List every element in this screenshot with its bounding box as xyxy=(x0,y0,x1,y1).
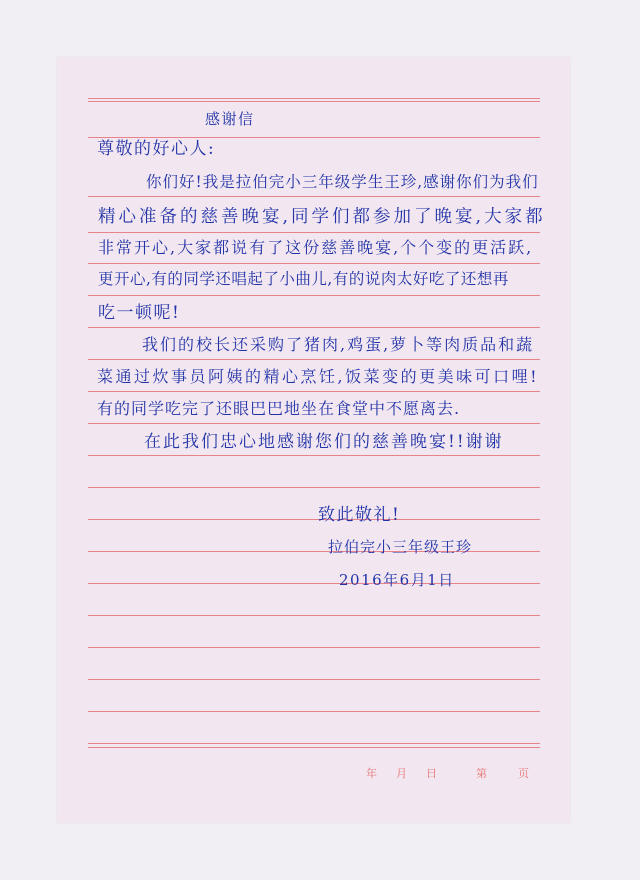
rule-line xyxy=(88,196,540,197)
rule-line xyxy=(88,327,540,328)
rule-line xyxy=(88,295,540,296)
footer-page-suffix: 页 xyxy=(518,767,530,780)
rule-line xyxy=(88,455,540,456)
letter-body-line: 菜通过炊事员阿姨的精心烹饪,饭菜变的更美味可口哩! xyxy=(97,367,540,386)
footer-day: 日 xyxy=(426,767,438,780)
rule-line xyxy=(88,519,540,520)
rule-line xyxy=(88,263,540,264)
letter-body-line: 有的同学吃完了还眼巴巴地坐在食堂中不愿离去. xyxy=(97,399,461,418)
footer-year: 年 xyxy=(366,767,378,780)
rule-line xyxy=(88,615,540,616)
rule-line xyxy=(88,487,540,488)
rule-line xyxy=(88,137,540,138)
rule-line xyxy=(88,743,540,744)
rule-line xyxy=(88,583,540,584)
rule-line xyxy=(88,711,540,712)
letter-body-line: 我们的校长还采购了猪肉,鸡蛋,萝卜等肉质品和蔬 xyxy=(142,335,535,354)
rule-line xyxy=(88,232,540,233)
letter-body-line: 更开心,有的同学还唱起了小曲儿,有的说肉太好吃了还想再 xyxy=(98,270,509,288)
rule-line xyxy=(88,98,540,99)
footer-month: 月 xyxy=(396,767,408,780)
rule-line xyxy=(88,423,540,424)
letter-title: 感谢信 xyxy=(205,110,255,128)
rule-line xyxy=(88,747,540,748)
rule-line xyxy=(88,679,540,680)
letter-salutation: 尊敬的好心人: xyxy=(97,139,216,159)
letter-signature: 拉伯完小三年级王珍 xyxy=(328,538,473,556)
footer-page-prefix: 第 xyxy=(476,767,488,780)
rule-line xyxy=(88,391,540,392)
rule-line xyxy=(88,359,540,360)
letter-body-line: 吃一顿呢! xyxy=(98,303,181,323)
letter-body-line: 非常开心,大家都说有了这份慈善晚宴,个个变的更活跃, xyxy=(98,238,534,257)
letter-closing: 致此敬礼! xyxy=(318,505,401,525)
letter-body-line: 你们好!我是拉伯完小三年级学生王珍,感谢你们为我们 xyxy=(146,173,539,191)
letter-body-line: 在此我们忠心地感谢您们的慈善晚宴!!谢谢 xyxy=(144,432,504,452)
rule-line xyxy=(88,647,540,648)
rule-line xyxy=(88,551,540,552)
letter-body-line: 精心准备的慈善晚宴,同学们都参加了晚宴,大家都 xyxy=(98,207,546,227)
letter-date: 2016年6月1日 xyxy=(339,571,455,589)
rule-line xyxy=(88,101,540,102)
